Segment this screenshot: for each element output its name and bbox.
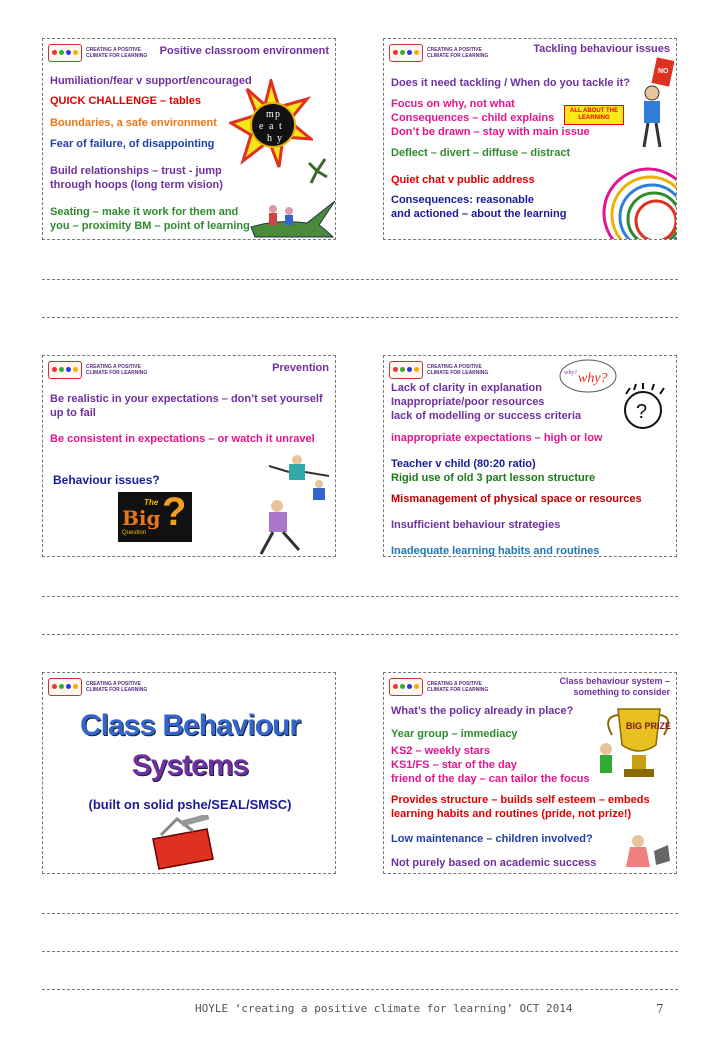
slide-line: up to fail bbox=[50, 407, 96, 419]
slide-line: lack of modelling or success criteria bbox=[391, 410, 582, 422]
slide-line: What’s the policy already in place? bbox=[391, 705, 574, 717]
slide-line: KS2 – weekly stars bbox=[391, 745, 491, 757]
slide-line: friend of the day – can tailor the focus bbox=[391, 773, 590, 785]
slide-line: Teacher v child (80:20 ratio) bbox=[391, 458, 536, 470]
slide-line: Lack of clarity in explanation bbox=[391, 382, 542, 394]
empathy-letter: y bbox=[277, 133, 282, 144]
logo-text: CREATING A POSITIVE CLIMATE FOR LEARNING bbox=[427, 47, 489, 59]
slide-line: Be consistent in expectations – or watch it unravel bbox=[50, 433, 315, 445]
empathy-compass-icon bbox=[229, 79, 313, 171]
logo-text: CREATING A POSITIVE CLIMATE FOR LEARNING bbox=[86, 364, 148, 376]
toolbox-icon bbox=[147, 815, 219, 871]
slide-line: Rigid use of old 3 part lesson structure bbox=[391, 472, 596, 484]
page-footer: HOYLE ‘creating a positive climate for learning’ OCT 2014 bbox=[195, 1002, 573, 1015]
children-logo-icon bbox=[389, 44, 423, 62]
slide-line: Deflect – divert – diffuse – distract bbox=[391, 147, 571, 159]
slide-line: Be realistic in your expectations – don’t set yourself bbox=[50, 393, 323, 405]
girl-with-cat-icon bbox=[620, 831, 676, 873]
children-logo-icon bbox=[389, 361, 423, 379]
empathy-letter: m bbox=[266, 109, 274, 120]
slide-line: Focus on why, not what bbox=[391, 98, 515, 110]
empathy-letter: a bbox=[269, 121, 274, 132]
empathy-letter: h bbox=[267, 133, 272, 144]
slide-line: inappropriate expectations – high or low bbox=[391, 432, 603, 444]
slide-title: Tackling behaviour issues bbox=[533, 43, 670, 55]
slide-line: Year group – immediacy bbox=[391, 728, 518, 740]
divider-line bbox=[42, 279, 678, 280]
slide-line: Consequences – child explains bbox=[391, 112, 555, 124]
slide-line: Don’t be drawn – stay with main issue bbox=[391, 126, 590, 138]
crocodile-icon bbox=[247, 179, 336, 240]
acrobat-family-icon bbox=[239, 454, 335, 557]
slide-positive-classroom bbox=[42, 38, 336, 240]
big-question-word: Question bbox=[122, 530, 147, 536]
why-thought-cloud-icon bbox=[556, 356, 620, 396]
big-prize-trophy-icon bbox=[598, 705, 674, 785]
slide-line: Does it need tackling / When do you tackle it? bbox=[391, 77, 630, 89]
slide-behaviour-system-consider bbox=[383, 672, 677, 874]
children-logo-icon bbox=[48, 678, 82, 696]
logo-text: CREATING A POSITIVE CLIMATE FOR LEARNING bbox=[86, 47, 148, 59]
divider-line bbox=[42, 317, 678, 318]
children-logo-icon bbox=[389, 678, 423, 696]
divider-line bbox=[42, 989, 678, 990]
slide-line: Inappropriate/poor resources bbox=[391, 396, 545, 408]
slide-tackling-behaviour bbox=[383, 38, 677, 240]
big-question-the: The bbox=[144, 498, 159, 507]
why-text-large: why? bbox=[578, 371, 608, 386]
big-question-mark: ? bbox=[162, 490, 187, 534]
slide-causes bbox=[383, 355, 677, 557]
heading-class-behaviour: Class Behaviour bbox=[79, 709, 301, 742]
slide-line: QUICK CHALLENGE – tables bbox=[50, 95, 201, 107]
divider-line bbox=[42, 596, 678, 597]
slide-class-behaviour-systems bbox=[42, 672, 336, 874]
slide-line: Inadequate learning habits and routines bbox=[391, 545, 600, 557]
climate-logo bbox=[389, 43, 489, 63]
logo-text: CREATING A POSITIVE CLIMATE FOR LEARNING bbox=[86, 681, 148, 693]
qmark-text: ? bbox=[636, 401, 648, 423]
logo-text: CREATING A POSITIVE CLIMATE FOR LEARNING bbox=[427, 681, 489, 693]
slide-line: Seating – make it work for them and bbox=[50, 206, 239, 218]
big-question-image bbox=[118, 492, 192, 542]
slide-line: Fear of failure, of disappointing bbox=[50, 138, 215, 150]
slide-line: you – proximity BM – point of learning bbox=[50, 220, 250, 232]
empathy-letter: p bbox=[275, 109, 280, 120]
slide-line: Behaviour issues? bbox=[53, 473, 160, 487]
children-logo-icon bbox=[48, 44, 82, 62]
slide-title: Positive classroom environment bbox=[159, 45, 329, 57]
slide-title-line2: something to consider bbox=[573, 687, 670, 697]
slide-line: Low maintenance – children involved? bbox=[391, 833, 593, 845]
climate-logo bbox=[389, 360, 489, 380]
page-number: 7 bbox=[656, 1002, 664, 1016]
divider-line bbox=[42, 634, 678, 635]
climate-logo bbox=[48, 43, 148, 63]
slide-line: learning habits and routines (pride, not prize!) bbox=[391, 808, 632, 820]
climate-logo bbox=[48, 677, 148, 697]
children-logo-icon bbox=[48, 361, 82, 379]
slide-line: KS1/FS – star of the day bbox=[391, 759, 517, 771]
big-question-big: Big bbox=[122, 506, 161, 530]
slide-line: Not purely based on academic success bbox=[391, 857, 597, 869]
why-text-small: why? bbox=[564, 370, 577, 376]
slide-line: Boundaries, a safe environment bbox=[50, 117, 217, 129]
slide-title-line1: Class behaviour system – bbox=[559, 676, 670, 686]
divider-line bbox=[42, 951, 678, 952]
slide-line: Quiet chat v public address bbox=[391, 174, 535, 186]
slide-line: Provides structure – builds self esteem – embeds bbox=[391, 794, 650, 806]
child-with-sign-icon bbox=[634, 57, 674, 153]
slide-line: and actioned – about the learning bbox=[391, 208, 567, 220]
slide-prevention bbox=[42, 355, 336, 557]
empathy-letter: t bbox=[279, 121, 282, 132]
climate-logo bbox=[48, 360, 148, 380]
slide-line: Humiliation/fear v support/encouraged bbox=[50, 75, 252, 87]
slide-line: Consequences: reasonable bbox=[391, 194, 535, 206]
heading-systems: Systems bbox=[131, 749, 249, 782]
slide-line: Build relationships – trust - jump bbox=[50, 165, 222, 177]
hoops-icon bbox=[586, 147, 677, 240]
puzzled-face-icon bbox=[616, 380, 670, 434]
subtitle: (built on solid pshe/SEAL/SMSC) bbox=[88, 797, 292, 812]
empathy-letter: e bbox=[259, 121, 264, 132]
divider-line bbox=[42, 913, 678, 914]
slide-line: Insufficient behaviour strategies bbox=[391, 519, 561, 531]
climate-logo bbox=[389, 677, 489, 697]
slide-line: Mismanagement of physical space or resources bbox=[391, 493, 642, 505]
logo-text: CREATING A POSITIVE CLIMATE FOR LEARNING bbox=[427, 364, 489, 376]
slide-title: Prevention bbox=[272, 362, 329, 374]
all-about-learning-note: ALL ABOUT THE LEARNING bbox=[564, 105, 624, 125]
sign-text: NO bbox=[658, 68, 669, 75]
trophy-text: BIG PRIZE bbox=[626, 721, 672, 731]
slide-line: through hoops (long term vision) bbox=[50, 179, 223, 191]
